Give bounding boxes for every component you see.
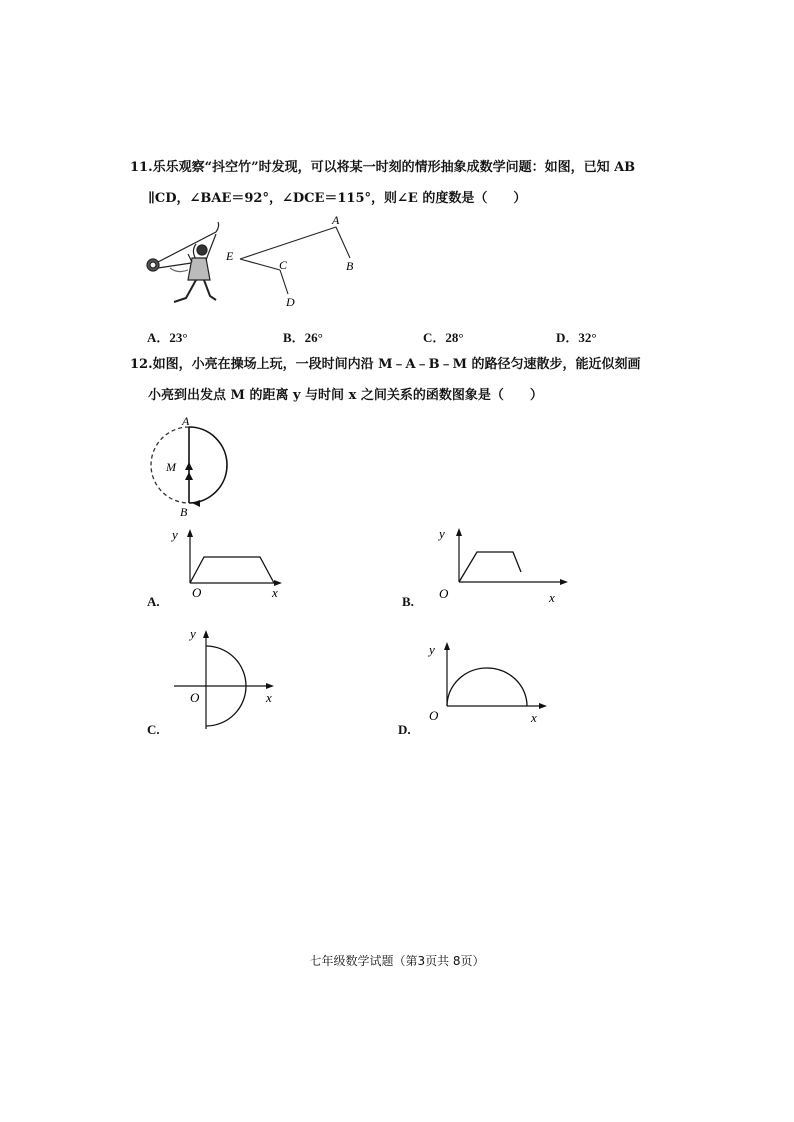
q12-path-figure <box>140 412 240 517</box>
q11-option-d[interactable]: D．32° <box>556 330 597 345</box>
q12-graph-b <box>425 522 575 604</box>
q12-option-c[interactable]: C. <box>147 722 160 737</box>
q11-option-a[interactable]: A．23° <box>147 330 188 345</box>
graph-b-x-label: x <box>549 590 555 605</box>
q12-option-a[interactable]: A. <box>147 594 160 609</box>
q12-label-M: M <box>166 460 176 474</box>
q11-label-B: B <box>346 259 354 273</box>
q12-graph-d <box>425 636 555 724</box>
q12-label-A: A <box>182 414 190 428</box>
q12-option-d[interactable]: D. <box>398 722 411 737</box>
graph-d-y-label: y <box>429 642 435 657</box>
q12-label-B: B <box>180 505 188 519</box>
graph-b-origin: O <box>439 586 449 601</box>
diabolo-player-illustration <box>147 222 219 302</box>
graph-d-origin: O <box>429 708 439 723</box>
graph-c-y-label: y <box>190 626 196 641</box>
q11-option-b[interactable]: B．26° <box>283 330 323 345</box>
q12-stem-line1: 12.如图，小亮在操场上玩，一段时间内沿 M﹣A﹣B﹣M 的路径匀速散步，能近似刻画 <box>130 357 641 372</box>
graph-a-origin: O <box>192 585 202 600</box>
q11-figure <box>140 212 380 322</box>
q11-stem-line1: 11.乐乐观察“抖空竹”时发现，可以将某一时刻的情形抽象成数学问题：如图，已知 AB <box>130 160 636 175</box>
q11-geometry <box>240 227 350 294</box>
q11-label-D: D <box>286 295 295 309</box>
page-footer: 七年级数学试题（第3页共 8页） <box>309 954 485 968</box>
q11-option-c[interactable]: C．28° <box>423 330 464 345</box>
q11-label-E: E <box>226 249 234 263</box>
q11-stem-line2: ∥CD，∠BAE＝92°，∠DCE＝115°，则∠E 的度数是（ ） <box>148 191 527 206</box>
graph-c-x-label: x <box>266 690 272 705</box>
graph-a-x-label: x <box>272 585 278 600</box>
q12-graph-a <box>170 525 290 603</box>
q11-label-A: A <box>332 213 340 227</box>
q12-stem-line2: 小亮到出发点 M 的距离 y 与时间 x 之间关系的函数图象是（ ） <box>148 388 543 403</box>
graph-b-y-label: y <box>439 526 445 541</box>
graph-d-x-label: x <box>531 710 537 725</box>
q12-option-b[interactable]: B. <box>402 594 414 609</box>
q12-graph-c <box>170 624 290 734</box>
graph-c-origin: O <box>190 690 200 705</box>
q11-label-C: C <box>279 258 288 272</box>
graph-a-y-label: y <box>172 527 178 542</box>
